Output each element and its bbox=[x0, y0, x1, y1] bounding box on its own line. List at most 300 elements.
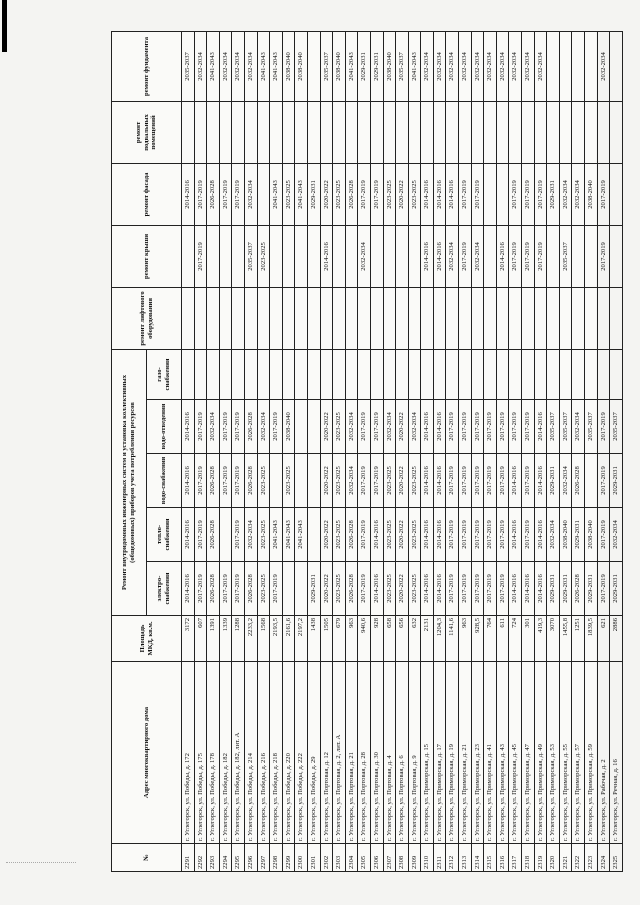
row-basement bbox=[446, 101, 459, 163]
row-facade: 2032-2034 bbox=[572, 163, 585, 225]
row-area: 1391 bbox=[207, 616, 220, 662]
row-foundation: 2032-2034 bbox=[421, 31, 434, 101]
row-heating: 2017-2019 bbox=[484, 508, 497, 562]
row-basement bbox=[559, 101, 572, 163]
row-heating: 2026-2028 bbox=[207, 508, 220, 562]
row-number: 2303 bbox=[333, 844, 346, 872]
row-gas bbox=[572, 349, 585, 399]
row-gas bbox=[547, 349, 560, 399]
row-electricity: 2014-2016 bbox=[182, 562, 195, 616]
row-basement bbox=[182, 101, 195, 163]
row-elevator bbox=[610, 287, 623, 349]
row-gas bbox=[358, 349, 371, 399]
row-roof: 2032-2034 bbox=[358, 225, 371, 287]
row-address: г. Углегорск, ул. Речная, д. 16 bbox=[610, 662, 623, 844]
row-number: 2322 bbox=[572, 844, 585, 872]
table-row bbox=[597, 31, 610, 871]
row-roof bbox=[232, 225, 245, 287]
row-water bbox=[585, 454, 598, 508]
row-address: г. Углегорск, ул. Победы, д. 178 bbox=[207, 662, 220, 844]
row-foundation: 2032-2034 bbox=[484, 31, 497, 101]
row-number: 2298 bbox=[270, 844, 283, 872]
row-sewer: 2017-2019 bbox=[496, 400, 509, 454]
header-sewer: водо-отведения bbox=[147, 400, 182, 454]
header-address: Адрес многоквартирного дома bbox=[112, 662, 182, 844]
row-gas bbox=[182, 349, 195, 399]
row-water: 2032-2034 bbox=[345, 454, 358, 508]
row-facade: 2017-2019 bbox=[358, 163, 371, 225]
row-water: 2017-2019 bbox=[370, 454, 383, 508]
row-facade: 2038-2040 bbox=[585, 163, 598, 225]
row-foundation: 2032-2034 bbox=[446, 31, 459, 101]
row-gas bbox=[509, 349, 522, 399]
row-heating: 2014-2016 bbox=[421, 508, 434, 562]
row-number: 2300 bbox=[295, 844, 308, 872]
row-foundation: 2041-2043 bbox=[408, 31, 421, 101]
row-sewer: 2035-2037 bbox=[585, 400, 598, 454]
row-address: г. Углегорск, ул. Приморская, д. 17 bbox=[433, 662, 446, 844]
row-sewer: 2032-2034 bbox=[207, 400, 220, 454]
row-heating: 2032-2034 bbox=[610, 508, 623, 562]
row-gas bbox=[446, 349, 459, 399]
row-facade: 2026-2028 bbox=[345, 163, 358, 225]
row-water: 2014-2016 bbox=[421, 454, 434, 508]
row-number: 2320 bbox=[547, 844, 560, 872]
row-water: 2017-2019 bbox=[358, 454, 371, 508]
row-gas bbox=[282, 349, 295, 399]
header-facade: ремонт фасада bbox=[112, 163, 182, 225]
row-gas bbox=[307, 349, 320, 399]
row-heating: 2017-2019 bbox=[232, 508, 245, 562]
row-gas bbox=[333, 349, 346, 399]
row-elevator bbox=[597, 287, 610, 349]
table-row bbox=[282, 31, 295, 871]
row-foundation: 2029-2031 bbox=[358, 31, 371, 101]
row-address: г. Углегорск, ул. Приморская, д. 55 bbox=[559, 662, 572, 844]
row-basement bbox=[244, 101, 257, 163]
row-heating: 2023-2025 bbox=[333, 508, 346, 562]
row-facade: 2017-2019 bbox=[219, 163, 232, 225]
row-number: 2301 bbox=[307, 844, 320, 872]
row-sewer: 2032-2034 bbox=[257, 400, 270, 454]
row-gas bbox=[421, 349, 434, 399]
table-row bbox=[370, 31, 383, 871]
row-sewer: 2017-2019 bbox=[597, 400, 610, 454]
row-electricity: 2014-2016 bbox=[509, 562, 522, 616]
row-address: г. Углегорск, ул. Победы, д. 218 bbox=[270, 662, 283, 844]
row-electricity: 2017-2019 bbox=[219, 562, 232, 616]
row-address: г. Углегорск, ул. Победы, д. 172 bbox=[182, 662, 195, 844]
row-number: 2297 bbox=[257, 844, 270, 872]
row-heating: 2017-2019 bbox=[459, 508, 472, 562]
header-roof: ремонт крыши bbox=[112, 225, 182, 287]
row-heating: 2014-2016 bbox=[182, 508, 195, 562]
row-facade: 2023-2025 bbox=[282, 163, 295, 225]
row-number: 2291 bbox=[182, 844, 195, 872]
row-foundation bbox=[547, 31, 560, 101]
row-gas bbox=[433, 349, 446, 399]
row-sewer: 2017-2019 bbox=[522, 400, 535, 454]
row-facade: 2020-2022 bbox=[396, 163, 409, 225]
row-electricity: 2014-2016 bbox=[522, 562, 535, 616]
row-area: 1288 bbox=[232, 616, 245, 662]
row-basement bbox=[610, 101, 623, 163]
row-elevator bbox=[270, 287, 283, 349]
table-row bbox=[547, 31, 560, 871]
row-electricity: 2017-2019 bbox=[459, 562, 472, 616]
row-roof bbox=[282, 225, 295, 287]
row-elevator bbox=[295, 287, 308, 349]
row-water bbox=[307, 454, 320, 508]
table-row bbox=[522, 31, 535, 871]
row-gas bbox=[610, 349, 623, 399]
header-elevator: ремонт лифтового оборудования bbox=[112, 287, 182, 349]
row-number: 2325 bbox=[610, 844, 623, 872]
row-area: 658 bbox=[383, 616, 396, 662]
binder-mark bbox=[2, 0, 7, 52]
row-basement bbox=[509, 101, 522, 163]
row-elevator bbox=[320, 287, 333, 349]
row-address: г. Углегорск, ул. Приморская, д. 57 bbox=[572, 662, 585, 844]
row-basement bbox=[572, 101, 585, 163]
row-elevator bbox=[333, 287, 346, 349]
row-heating: 2041-2043 bbox=[282, 508, 295, 562]
row-sewer: 2032-2034 bbox=[408, 400, 421, 454]
header-heating: тепло-снабжения bbox=[147, 508, 182, 562]
row-number: 2313 bbox=[459, 844, 472, 872]
row-address: г. Углегорск, ул. Победы, д. 216 bbox=[257, 662, 270, 844]
row-address: г. Углегорск, ул. Победы, д. 182, лит. А bbox=[232, 662, 245, 844]
row-elevator bbox=[182, 287, 195, 349]
repair-schedule-table bbox=[111, 31, 623, 872]
row-number: 2308 bbox=[396, 844, 409, 872]
row-water: 2017-2019 bbox=[597, 454, 610, 508]
row-electricity: 2017-2019 bbox=[194, 562, 207, 616]
row-address: г. Углегорск, ул. Победы, д. 182 bbox=[219, 662, 232, 844]
row-basement bbox=[534, 101, 547, 163]
row-foundation bbox=[610, 31, 623, 101]
row-basement bbox=[496, 101, 509, 163]
row-water: 2017-2019 bbox=[232, 454, 245, 508]
row-number: 2317 bbox=[509, 844, 522, 872]
row-basement bbox=[547, 101, 560, 163]
row-foundation: 2035-2037 bbox=[320, 31, 333, 101]
row-water: 2014-2016 bbox=[433, 454, 446, 508]
row-facade: 2023-2025 bbox=[408, 163, 421, 225]
row-elevator bbox=[370, 287, 383, 349]
row-foundation: 2038-2040 bbox=[333, 31, 346, 101]
row-roof: 2023-2025 bbox=[257, 225, 270, 287]
row-foundation: 2032-2034 bbox=[534, 31, 547, 101]
table-row bbox=[244, 31, 257, 871]
table-row bbox=[270, 31, 283, 871]
row-foundation: 2032-2034 bbox=[244, 31, 257, 101]
header-basement: ремонт подвальных помещений bbox=[112, 101, 182, 163]
row-roof: 2035-2037 bbox=[244, 225, 257, 287]
row-address: г. Углегорск, ул. Портовая, д. 9 bbox=[408, 662, 421, 844]
row-sewer bbox=[295, 400, 308, 454]
row-foundation: 2032-2034 bbox=[597, 31, 610, 101]
row-sewer: 2035-2037 bbox=[547, 400, 560, 454]
row-sewer: 2014-2016 bbox=[182, 400, 195, 454]
row-electricity: 2017-2019 bbox=[270, 562, 283, 616]
row-heating bbox=[307, 508, 320, 562]
row-gas bbox=[396, 349, 409, 399]
row-sewer: 2035-2037 bbox=[559, 400, 572, 454]
table-body bbox=[182, 31, 623, 871]
row-basement bbox=[522, 101, 535, 163]
row-elevator bbox=[585, 287, 598, 349]
row-area: 611 bbox=[496, 616, 509, 662]
row-water bbox=[270, 454, 283, 508]
row-number: 2296 bbox=[244, 844, 257, 872]
row-elevator bbox=[408, 287, 421, 349]
row-number: 2311 bbox=[433, 844, 446, 872]
row-area: 2886 bbox=[610, 616, 623, 662]
row-elevator bbox=[446, 287, 459, 349]
row-area: 2197,2 bbox=[295, 616, 308, 662]
row-sewer: 2020-2022 bbox=[396, 400, 409, 454]
row-electricity: 2014-2016 bbox=[421, 562, 434, 616]
row-roof bbox=[585, 225, 598, 287]
row-sewer: 2017-2019 bbox=[358, 400, 371, 454]
row-facade: 2017-2019 bbox=[597, 163, 610, 225]
row-address: г. Углегорск, ул. Приморская, д. 23 bbox=[471, 662, 484, 844]
row-electricity: 2020-2022 bbox=[320, 562, 333, 616]
row-water: 2014-2016 bbox=[534, 454, 547, 508]
row-foundation: 2038-2040 bbox=[295, 31, 308, 101]
row-address: г. Углегорск, ул. Приморская, д. 59 bbox=[585, 662, 598, 844]
row-water: 2014-2016 bbox=[509, 454, 522, 508]
row-gas bbox=[244, 349, 257, 399]
table-row bbox=[509, 31, 522, 871]
row-facade: 2020-2022 bbox=[320, 163, 333, 225]
row-sewer: 2017-2019 bbox=[270, 400, 283, 454]
row-facade: 2014-2016 bbox=[433, 163, 446, 225]
row-sewer: 2020-2022 bbox=[320, 400, 333, 454]
row-foundation bbox=[572, 31, 585, 101]
row-basement bbox=[270, 101, 283, 163]
row-number: 2295 bbox=[232, 844, 245, 872]
row-elevator bbox=[194, 287, 207, 349]
row-heating: 2041-2043 bbox=[295, 508, 308, 562]
row-area: 928 bbox=[370, 616, 383, 662]
row-elevator bbox=[421, 287, 434, 349]
row-water: 2017-2019 bbox=[471, 454, 484, 508]
row-electricity: 2014-2016 bbox=[370, 562, 383, 616]
table-row bbox=[471, 31, 484, 871]
row-address: г. Углегорск, ул. Приморская, д. 41 bbox=[484, 662, 497, 844]
row-sewer: 2038-2040 bbox=[282, 400, 295, 454]
row-basement bbox=[471, 101, 484, 163]
row-sewer: 2032-2034 bbox=[383, 400, 396, 454]
row-area: 656 bbox=[396, 616, 409, 662]
row-elevator bbox=[496, 287, 509, 349]
row-basement bbox=[320, 101, 333, 163]
row-area: 419,3 bbox=[534, 616, 547, 662]
row-electricity bbox=[295, 562, 308, 616]
row-number: 2318 bbox=[522, 844, 535, 872]
row-number: 2299 bbox=[282, 844, 295, 872]
table-row bbox=[534, 31, 547, 871]
row-gas bbox=[522, 349, 535, 399]
rotated-page bbox=[111, 32, 620, 872]
row-foundation: 2032-2034 bbox=[509, 31, 522, 101]
row-heating: 2023-2025 bbox=[408, 508, 421, 562]
row-area: 607 bbox=[194, 616, 207, 662]
row-facade: 2041-2043 bbox=[270, 163, 283, 225]
row-foundation: 2029-2031 bbox=[370, 31, 383, 101]
row-sewer: 2017-2019 bbox=[484, 400, 497, 454]
header-gas: газо-снабжения bbox=[147, 349, 182, 399]
row-gas bbox=[194, 349, 207, 399]
row-electricity: 2029-2031 bbox=[307, 562, 320, 616]
row-address: г. Углегорск, ул. Победы, д. 220 bbox=[282, 662, 295, 844]
row-gas bbox=[270, 349, 283, 399]
row-electricity: 2017-2019 bbox=[597, 562, 610, 616]
row-roof: 2017-2019 bbox=[509, 225, 522, 287]
row-heating: 2032-2034 bbox=[244, 508, 257, 562]
row-sewer: 2014-2016 bbox=[421, 400, 434, 454]
row-facade: 2017-2019 bbox=[232, 163, 245, 225]
row-gas bbox=[559, 349, 572, 399]
row-heating: 2014-2016 bbox=[509, 508, 522, 562]
row-roof bbox=[207, 225, 220, 287]
table-row bbox=[194, 31, 207, 871]
row-number: 2324 bbox=[597, 844, 610, 872]
row-foundation: 2032-2034 bbox=[496, 31, 509, 101]
row-area: 1839,5 bbox=[585, 616, 598, 662]
row-area: 2161,6 bbox=[282, 616, 295, 662]
table-row bbox=[446, 31, 459, 871]
row-roof: 2017-2019 bbox=[194, 225, 207, 287]
row-roof bbox=[345, 225, 358, 287]
row-water: 2017-2019 bbox=[219, 454, 232, 508]
row-heating: 2017-2019 bbox=[194, 508, 207, 562]
row-area: 963 bbox=[345, 616, 358, 662]
table-row bbox=[219, 31, 232, 871]
row-number: 2323 bbox=[585, 844, 598, 872]
table-row bbox=[295, 31, 308, 871]
row-area: 2193,5 bbox=[270, 616, 283, 662]
row-roof bbox=[396, 225, 409, 287]
row-sewer: 2023-2025 bbox=[333, 400, 346, 454]
row-gas bbox=[257, 349, 270, 399]
row-heating: 2038-2040 bbox=[559, 508, 572, 562]
row-foundation: 2032-2034 bbox=[194, 31, 207, 101]
row-basement bbox=[257, 101, 270, 163]
row-foundation: 2035-2037 bbox=[396, 31, 409, 101]
row-heating: 2014-2016 bbox=[534, 508, 547, 562]
row-heating: 2032-2034 bbox=[547, 508, 560, 562]
row-area: 1568 bbox=[257, 616, 270, 662]
row-address: г. Углегорск, ул. Портовая, д. 30 bbox=[370, 662, 383, 844]
row-heating: 2029-2031 bbox=[572, 508, 585, 562]
row-number: 2294 bbox=[219, 844, 232, 872]
row-electricity: 2029-2031 bbox=[585, 562, 598, 616]
row-gas bbox=[232, 349, 245, 399]
row-heating: 2017-2019 bbox=[496, 508, 509, 562]
row-water: 2026-2028 bbox=[207, 454, 220, 508]
row-roof: 2014-2016 bbox=[496, 225, 509, 287]
row-sewer: 2032-2034 bbox=[572, 400, 585, 454]
row-gas bbox=[585, 349, 598, 399]
row-sewer: 2035-2037 bbox=[610, 400, 623, 454]
row-gas bbox=[295, 349, 308, 399]
row-facade: 2041-2043 bbox=[295, 163, 308, 225]
row-water: 2020-2022 bbox=[396, 454, 409, 508]
row-electricity: 2023-2025 bbox=[333, 562, 346, 616]
row-roof: 2014-2016 bbox=[320, 225, 333, 287]
row-electricity: 2017-2019 bbox=[496, 562, 509, 616]
table-row bbox=[333, 31, 346, 871]
row-electricity: 2017-2019 bbox=[484, 562, 497, 616]
table-row bbox=[559, 31, 572, 871]
row-elevator bbox=[559, 287, 572, 349]
row-electricity: 2026-2028 bbox=[244, 562, 257, 616]
table-row bbox=[484, 31, 497, 871]
row-heating: 2020-2022 bbox=[320, 508, 333, 562]
row-roof bbox=[182, 225, 195, 287]
row-address: г. Углегорск, ул. Портовая, д. 2, лит. А bbox=[333, 662, 346, 844]
row-foundation: 2032-2034 bbox=[471, 31, 484, 101]
table-row bbox=[585, 31, 598, 871]
row-basement bbox=[194, 101, 207, 163]
row-elevator bbox=[547, 287, 560, 349]
row-foundation: 2032-2034 bbox=[522, 31, 535, 101]
row-electricity: 2029-2031 bbox=[559, 562, 572, 616]
row-sewer: 2014-2016 bbox=[534, 400, 547, 454]
row-area: 2131 bbox=[421, 616, 434, 662]
row-electricity: 2014-2016 bbox=[534, 562, 547, 616]
row-water: 2014-2016 bbox=[182, 454, 195, 508]
table-row bbox=[232, 31, 245, 871]
row-basement bbox=[358, 101, 371, 163]
row-gas bbox=[219, 349, 232, 399]
row-address: г. Углегорск, ул. Приморская, д. 43 bbox=[496, 662, 509, 844]
row-area: 928,5 bbox=[471, 616, 484, 662]
row-number: 2306 bbox=[370, 844, 383, 872]
row-address: г. Углегорск, ул. Приморская, д. 19 bbox=[446, 662, 459, 844]
row-foundation: 2032-2034 bbox=[433, 31, 446, 101]
row-area: 632 bbox=[408, 616, 421, 662]
row-area: 1204,3 bbox=[433, 616, 446, 662]
row-basement bbox=[597, 101, 610, 163]
table-row bbox=[257, 31, 270, 871]
row-number: 2319 bbox=[534, 844, 547, 872]
row-electricity: 2029-2031 bbox=[547, 562, 560, 616]
row-address: г. Углегорск, ул. Победы, д. 29 bbox=[307, 662, 320, 844]
row-water: 2026-2028 bbox=[572, 454, 585, 508]
row-elevator bbox=[522, 287, 535, 349]
row-facade: 2032-2034 bbox=[244, 163, 257, 225]
row-number: 2309 bbox=[408, 844, 421, 872]
row-address: г. Углегорск, ул. Портовая, д. 6 bbox=[396, 662, 409, 844]
row-number: 2321 bbox=[559, 844, 572, 872]
table-row bbox=[459, 31, 472, 871]
row-water: 2017-2019 bbox=[446, 454, 459, 508]
row-elevator bbox=[244, 287, 257, 349]
row-area: 940,6 bbox=[358, 616, 371, 662]
row-area: 621 bbox=[597, 616, 610, 662]
row-area: 724 bbox=[509, 616, 522, 662]
row-heating: 2017-2019 bbox=[358, 508, 371, 562]
row-roof bbox=[572, 225, 585, 287]
row-elevator bbox=[484, 287, 497, 349]
row-sewer: 2014-2016 bbox=[433, 400, 446, 454]
row-basement bbox=[370, 101, 383, 163]
row-basement bbox=[396, 101, 409, 163]
